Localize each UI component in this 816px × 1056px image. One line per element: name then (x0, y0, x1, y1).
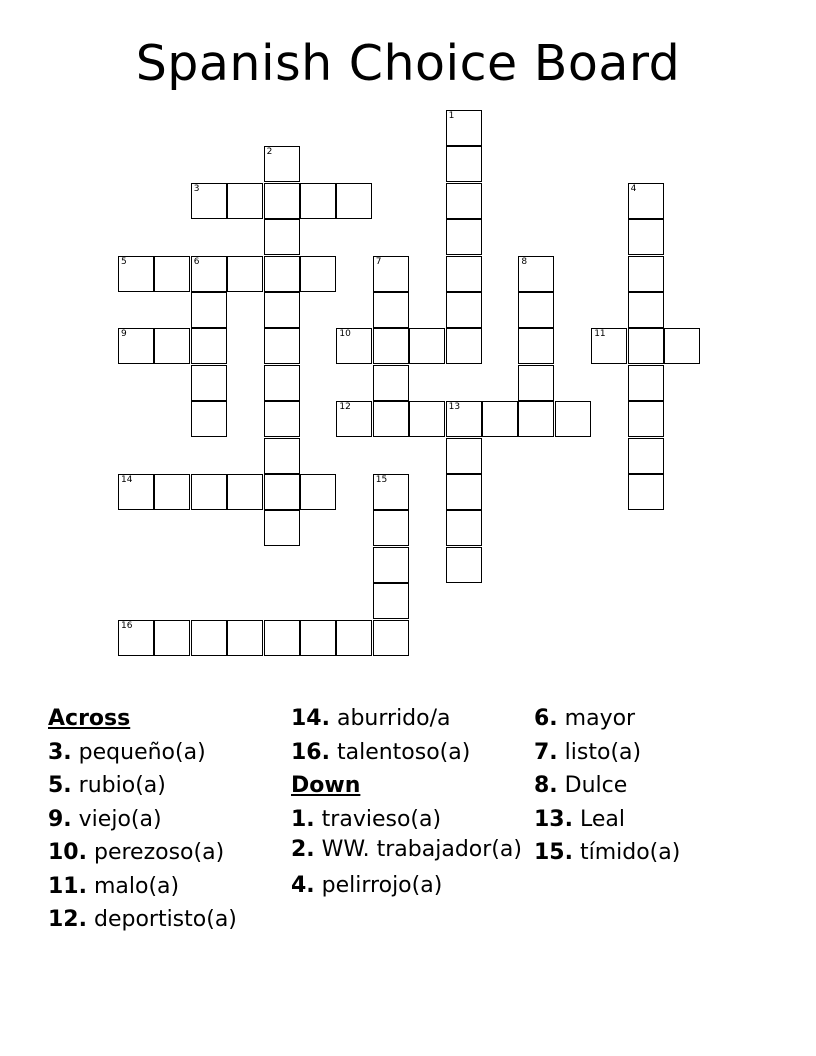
crossword-cell[interactable] (191, 292, 227, 328)
crossword-cell[interactable] (446, 219, 482, 255)
clue-column-3 (534, 702, 774, 870)
crossword-cell[interactable] (264, 474, 300, 510)
crossword-cell[interactable] (628, 219, 664, 255)
crossword-cell[interactable] (336, 620, 372, 656)
crossword-cell[interactable] (264, 183, 300, 219)
crossword-cell[interactable] (300, 256, 336, 292)
clue-item (291, 836, 531, 869)
clue-item-number: 8. (534, 773, 558, 798)
crossword-cell[interactable] (191, 256, 227, 292)
crossword-cell[interactable] (227, 474, 263, 510)
crossword-cell[interactable] (373, 365, 409, 401)
crossword-cell[interactable] (628, 292, 664, 328)
clue-item-text: malo(a) (86, 873, 180, 899)
clue-item-number: 13. (534, 806, 573, 832)
clue-item-number: 9. (48, 806, 72, 832)
crossword-cell[interactable] (409, 328, 445, 364)
crossword-cell[interactable] (373, 474, 409, 510)
crossword-cell[interactable] (446, 474, 482, 510)
clue-item-number: 2. (291, 837, 315, 862)
clue-item-number: 12. (48, 907, 87, 932)
clue-number: 6 (193, 256, 200, 267)
crossword-cell[interactable] (446, 328, 482, 364)
clue-column-1 (48, 702, 288, 937)
clue-item-number: 6. (534, 706, 558, 731)
crossword-cell[interactable] (300, 474, 336, 510)
crossword-cell[interactable] (264, 365, 300, 401)
clue-item (48, 903, 288, 937)
crossword-cell[interactable] (518, 256, 554, 292)
clue-number: 2 (266, 147, 273, 158)
clue-number: 13 (448, 402, 461, 413)
clue-item-number: 14. (291, 706, 330, 731)
crossword-cell[interactable] (191, 365, 227, 401)
crossword-cell[interactable] (373, 401, 409, 437)
down-clue-list-continued (534, 702, 774, 870)
crossword-cell[interactable] (373, 292, 409, 328)
clue-item-text: aburrido/a (329, 706, 451, 731)
clue-item (291, 702, 531, 736)
crossword-cell[interactable] (264, 256, 300, 292)
clue-item-text: WW. trabajador(a) (314, 837, 522, 862)
clue-item-number: 1. (291, 806, 315, 832)
crossword-cell[interactable] (300, 620, 336, 656)
crossword-cell[interactable] (555, 401, 591, 437)
crossword-cell[interactable] (300, 183, 336, 219)
crossword-cell[interactable] (628, 328, 664, 364)
crossword-cell[interactable] (118, 328, 154, 364)
crossword-cell[interactable] (446, 146, 482, 182)
crossword-cell[interactable] (628, 438, 664, 474)
clue-item-number: 11. (48, 873, 87, 899)
clue-number: 5 (121, 256, 127, 267)
clue-number: 16 (121, 620, 133, 631)
clue-item (534, 803, 774, 837)
clue-item-number: 4. (291, 873, 315, 898)
clue-item (48, 736, 288, 770)
crossword-cell[interactable] (446, 256, 482, 292)
crossword-cell[interactable] (154, 474, 190, 510)
clue-item-text: rubio(a) (71, 773, 166, 798)
clue-item-number: 16. (291, 739, 330, 765)
crossword-cell[interactable] (446, 510, 482, 546)
crossword-cell[interactable] (446, 183, 482, 219)
crossword-cell[interactable] (336, 183, 372, 219)
crossword-cell[interactable] (264, 401, 300, 437)
clue-item-text: talentoso(a) (329, 739, 471, 765)
clue-item (291, 869, 531, 903)
crossword-cell[interactable] (154, 256, 190, 292)
crossword-cell[interactable] (227, 183, 263, 219)
crossword-cell[interactable] (191, 401, 227, 437)
crossword-cell[interactable] (264, 219, 300, 255)
crossword-cell[interactable] (628, 474, 664, 510)
crossword-cell[interactable] (191, 620, 227, 656)
crossword-cell[interactable] (154, 620, 190, 656)
clue-item (534, 736, 774, 770)
clue-item-text: perezoso(a) (86, 840, 225, 865)
crossword-cell[interactable] (591, 328, 627, 364)
crossword-cell[interactable] (446, 110, 482, 146)
crossword-cell[interactable] (373, 510, 409, 546)
clue-item-number: 5. (48, 773, 72, 798)
clue-item (48, 870, 288, 904)
crossword-cell[interactable] (446, 292, 482, 328)
clue-item (48, 803, 288, 837)
clue-item-text: Dulce (557, 773, 628, 798)
crossword-cell[interactable] (373, 583, 409, 619)
clue-item-text: travieso(a) (314, 806, 442, 832)
down-clue-list (291, 803, 531, 903)
crossword-cell[interactable] (518, 328, 554, 364)
crossword-cell[interactable] (191, 328, 227, 364)
crossword-cell[interactable] (264, 146, 300, 182)
crossword-cell[interactable] (191, 183, 227, 219)
clue-item-text: deportisto(a) (86, 907, 237, 932)
clue-number: 15 (375, 475, 388, 485)
clue-number: 11 (594, 329, 606, 340)
crossword-cell[interactable] (518, 292, 554, 328)
clue-item-number: 10. (48, 840, 87, 865)
clue-item (291, 803, 531, 837)
clue-item-text: mayor (557, 706, 636, 731)
across-clue-list (48, 736, 288, 937)
clue-item (534, 769, 774, 803)
crossword-cell[interactable] (628, 183, 664, 219)
crossword-cell[interactable] (264, 620, 300, 656)
clue-number: 12 (339, 402, 351, 413)
clue-item-text: tímido(a) (572, 840, 681, 865)
crossword-cell[interactable] (518, 365, 554, 401)
clue-item (48, 836, 288, 870)
clue-number: 7 (375, 256, 382, 267)
crossword-cell[interactable] (118, 474, 154, 510)
crossword-cell[interactable] (227, 256, 263, 292)
down-heading: Down (291, 773, 361, 798)
clue-number: 8 (521, 256, 528, 267)
clue-item (48, 769, 288, 803)
clue-number: 1 (448, 111, 455, 121)
crossword-cell[interactable] (628, 401, 664, 437)
crossword-cell[interactable] (118, 256, 154, 292)
clue-item-text: viejo(a) (71, 806, 162, 832)
clue-item (291, 736, 531, 770)
clue-item (534, 836, 774, 870)
clue-item-text: Leal (572, 806, 625, 832)
crossword-cell[interactable] (518, 401, 554, 437)
crossword-cell[interactable] (482, 401, 518, 437)
crossword-cell[interactable] (227, 620, 263, 656)
clue-column-2 (291, 702, 531, 903)
clue-number: 3 (193, 183, 200, 194)
crossword-cell[interactable] (191, 474, 227, 510)
clue-item-text: listo(a) (557, 739, 642, 765)
clue-item-text: pequeño(a) (71, 739, 206, 765)
crossword-cell[interactable] (446, 401, 482, 437)
page-title: Spanish Choice Board (135, 35, 681, 92)
crossword-cell[interactable] (628, 365, 664, 401)
crossword-cell[interactable] (373, 328, 409, 364)
crossword-cell[interactable] (373, 256, 409, 292)
across-clue-list-continued (291, 702, 531, 769)
clue-number: 14 (121, 475, 133, 485)
crossword-cell[interactable] (336, 401, 372, 437)
crossword-cell[interactable] (264, 328, 300, 364)
across-heading: Across (48, 706, 131, 731)
crossword-cell[interactable] (446, 547, 482, 583)
crossword-cell[interactable] (373, 620, 409, 656)
clue-item-number: 7. (534, 739, 558, 765)
clue-number: 10 (339, 329, 351, 340)
crossword-cell[interactable] (373, 547, 409, 583)
clue-number: 9 (121, 329, 127, 340)
clue-item (534, 702, 774, 736)
clue-item-number: 3. (48, 739, 72, 765)
clue-item-text: pelirrojo(a) (314, 873, 443, 898)
clue-item-number: 15. (534, 840, 573, 865)
crossword-cell[interactable] (409, 401, 445, 437)
crossword-cell[interactable] (264, 510, 300, 546)
crossword-cell[interactable] (264, 438, 300, 474)
crossword-cell[interactable] (446, 438, 482, 474)
crossword-cell[interactable] (118, 620, 154, 656)
clue-number: 4 (630, 183, 637, 194)
crossword-cell[interactable] (336, 328, 372, 364)
crossword-cell[interactable] (628, 256, 664, 292)
crossword-cell[interactable] (664, 328, 700, 364)
crossword-cell[interactable] (264, 292, 300, 328)
crossword-cell[interactable] (154, 328, 190, 364)
